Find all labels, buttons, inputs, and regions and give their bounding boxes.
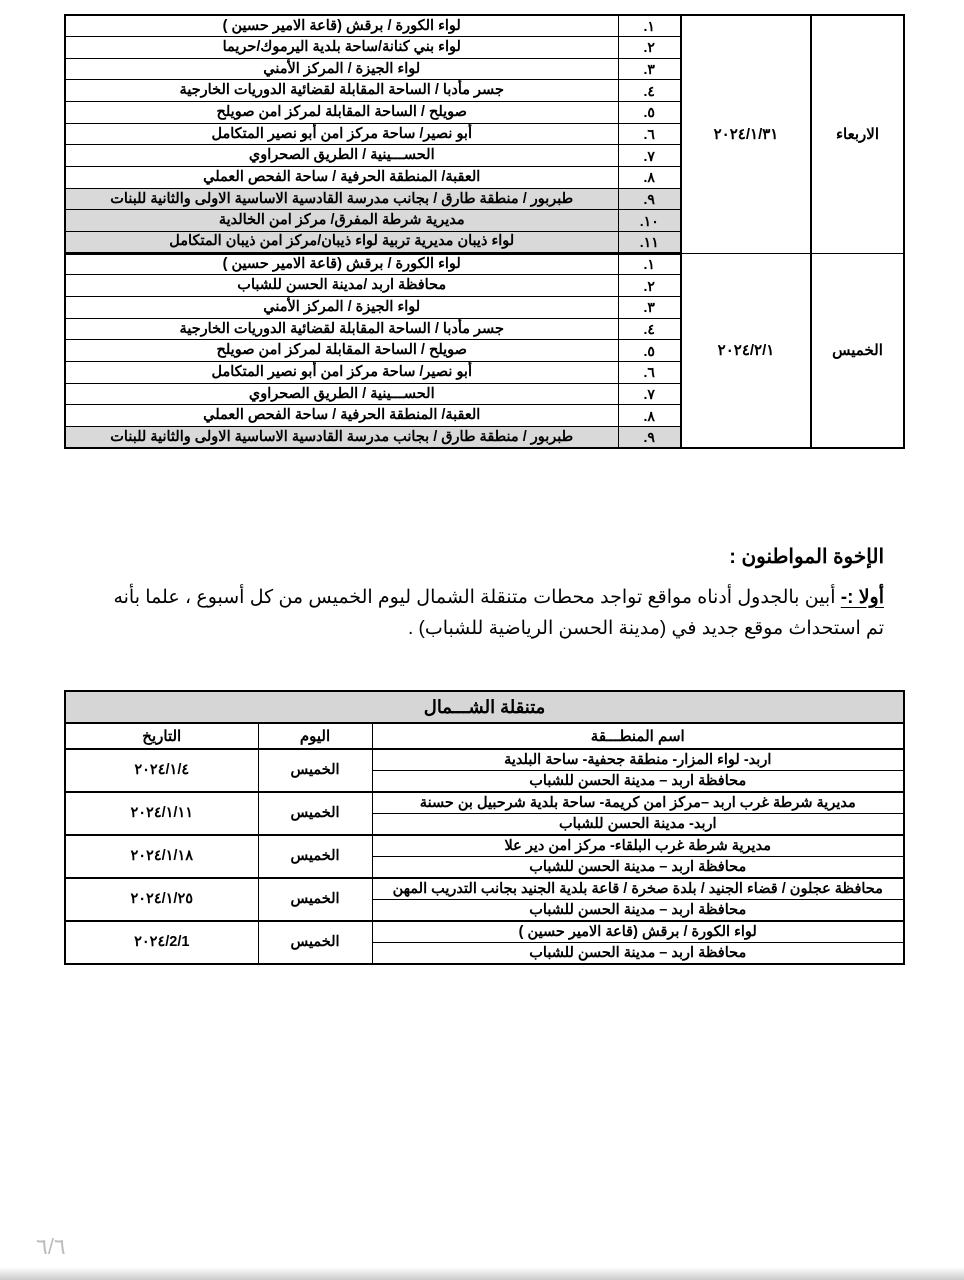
north-area: لواء الكورة / برقش (قاعة الامير حسين ) bbox=[372, 921, 904, 943]
schedule-location: العقبة/ المنطقة الحرفية / ساحة الفحص العملي bbox=[65, 405, 618, 427]
schedule-location: جسر مأدبا / الساحة المقابلة لقضائية الدوريات الخارجية bbox=[65, 318, 618, 340]
schedule-location: أبو نصير/ ساحة مركز امن أبو نصير المتكامل bbox=[65, 361, 618, 383]
schedule-location: أبو نصير/ ساحة مركز امن أبو نصير المتكامل bbox=[65, 123, 618, 145]
north-area: محافظة اربد – مدينة الحسن للشباب bbox=[372, 771, 904, 793]
north-date: ٢٠٢٤/١/١١ bbox=[65, 792, 258, 835]
schedule-location: طبربور / منطقة طارق / بجانب مدرسة القادسية الاساسية الاولى والثانية للبنات bbox=[65, 427, 618, 449]
north-day: الخميس bbox=[258, 749, 372, 792]
schedule-location: محافظة اربد /مدينة الحسن للشباب bbox=[65, 275, 618, 297]
header-day: اليوم bbox=[258, 723, 372, 749]
north-date: ٢٠٢٤/١/١٨ bbox=[65, 835, 258, 878]
schedule-location: مديرية شرطة المفرق/ مركز امن الخالدية bbox=[65, 210, 618, 232]
schedule-row-number: ٣. bbox=[618, 58, 681, 80]
north-day: الخميس bbox=[258, 835, 372, 878]
schedule-location: صويلح / الساحة المقابلة لمركز امن صويلح bbox=[65, 340, 618, 362]
weekly-schedule-table bbox=[64, 14, 905, 449]
north-area: محافظة اربد – مدينة الحسن للشباب bbox=[372, 857, 904, 879]
schedule-row-number: ٢. bbox=[618, 37, 681, 59]
north-table-title-row bbox=[65, 691, 904, 723]
schedule-row-number: ٦. bbox=[618, 361, 681, 383]
schedule-date: ٢٠٢٤/١/٣١ bbox=[681, 15, 811, 253]
page-number: ٦/٦ bbox=[36, 1234, 66, 1259]
north-area: محافظة اربد – مدينة الحسن للشباب bbox=[372, 943, 904, 965]
north-table-header-row bbox=[65, 723, 904, 749]
notice-line-1-text: أبين بالجدول أدناه مواقع تواجد محطات متنقلة الشمال ليوم الخميس من كل أسبوع ، علما بأنه bbox=[113, 587, 841, 608]
north-row bbox=[65, 835, 904, 857]
schedule-row-number: ٣. bbox=[618, 296, 681, 318]
north-row bbox=[65, 921, 904, 943]
schedule-location: جسر مأدبا / الساحة المقابلة لقضائية الدوريات الخارجية bbox=[65, 80, 618, 102]
north-day: الخميس bbox=[258, 921, 372, 964]
schedule-row-number: ٧. bbox=[618, 145, 681, 167]
schedule-location: الحســـينية / الطريق الصحراوي bbox=[65, 383, 618, 405]
north-row bbox=[65, 749, 904, 771]
schedule-row-number: ٢. bbox=[618, 275, 681, 297]
schedule-location: لواء الكورة / برقش (قاعة الامير حسين ) bbox=[65, 253, 618, 275]
north-mobile-table bbox=[64, 690, 905, 965]
schedule-row bbox=[65, 15, 904, 37]
schedule-day: الخميس bbox=[811, 253, 904, 448]
schedule-location: لواء الجيزة / المركز الأمني bbox=[65, 58, 618, 80]
schedule-row-number: ٥. bbox=[618, 102, 681, 124]
north-area: محافظة اربد – مدينة الحسن للشباب bbox=[372, 900, 904, 922]
north-area: محافظة عجلون / قضاء الجنيد / بلدة صخرة / قاعة بلدية الجنيد بجانب التدريب المهن bbox=[372, 878, 904, 900]
north-date: ٢٠٢٤/١/٢٥ bbox=[65, 878, 258, 921]
notice-heading: الإخوة المواطنون : bbox=[729, 546, 884, 568]
north-mobile-body bbox=[65, 691, 904, 964]
north-day: الخميس bbox=[258, 878, 372, 921]
weekly-schedule-body bbox=[65, 15, 904, 448]
schedule-row-number: ٨. bbox=[618, 166, 681, 188]
schedule-row-number: ٦. bbox=[618, 123, 681, 145]
schedule-row-number: ٤. bbox=[618, 318, 681, 340]
schedule-row-number: ٧. bbox=[618, 383, 681, 405]
north-area: اربد- لواء المزار- منطقة جحفية- ساحة البلدية bbox=[372, 749, 904, 771]
schedule-row-number: ١. bbox=[618, 253, 681, 275]
schedule-row-number: ٥. bbox=[618, 340, 681, 362]
schedule-location: العقبة/ المنطقة الحرفية / ساحة الفحص العملي bbox=[65, 166, 618, 188]
schedule-row-number: ٤. bbox=[618, 80, 681, 102]
schedule-location: لواء ذيبان مديرية تربية لواء ذيبان/مركز امن ذيبان المتكامل bbox=[65, 231, 618, 253]
north-date: ٢٠٢٤/2/1 bbox=[65, 921, 258, 964]
header-area: اسم المنطـــقة bbox=[372, 723, 904, 749]
schedule-row-number: ١. bbox=[618, 15, 681, 37]
north-table-title: متنقلة الشـــمال bbox=[65, 691, 904, 723]
north-area: مديرية شرطة غرب اربد –مركز امن كريمة- ساحة بلدية شرحبيل بن حسنة bbox=[372, 792, 904, 814]
north-row bbox=[65, 792, 904, 814]
schedule-date: ٢٠٢٤/٢/١ bbox=[681, 253, 811, 448]
schedule-row-number: ٨. bbox=[618, 405, 681, 427]
header-date: التاريخ bbox=[65, 723, 258, 749]
north-day: الخميس bbox=[258, 792, 372, 835]
notice-first-label: أولا :- bbox=[840, 587, 884, 608]
notice-line-2: تم استحداث موقع جديد في (مدينة الحسن الرياضية للشباب) . bbox=[407, 618, 884, 639]
schedule-location: لواء الكورة / برقش (قاعة الامير حسين ) bbox=[65, 15, 618, 37]
north-area: اربد- مدينة الحسن للشباب bbox=[372, 814, 904, 836]
page-bottom-shadow bbox=[0, 1267, 964, 1280]
schedule-row-number: ١٠. bbox=[618, 210, 681, 232]
schedule-day: الاربعاء bbox=[811, 15, 904, 253]
schedule-location: طبربور / منطقة طارق / بجانب مدرسة القادسية الاساسية الاولى والثانية للبنات bbox=[65, 188, 618, 210]
schedule-location: لواء بني كنانة/ساحة بلدية اليرموك/حريما bbox=[65, 37, 618, 59]
north-row bbox=[65, 878, 904, 900]
schedule-location: الحســـينية / الطريق الصحراوي bbox=[65, 145, 618, 167]
schedule-row-number: ١١. bbox=[618, 231, 681, 253]
schedule-location: صويلح / الساحة المقابلة لمركز امن صويلح bbox=[65, 102, 618, 124]
schedule-row-number: ٩. bbox=[618, 427, 681, 449]
schedule-location: لواء الجيزة / المركز الأمني bbox=[65, 296, 618, 318]
schedule-row bbox=[65, 253, 904, 275]
notice-paragraph bbox=[70, 582, 884, 644]
north-area: مديرية شرطة غرب البلقاء- مركز امن دير علا bbox=[372, 835, 904, 857]
north-date: ٢٠٢٤/١/٤ bbox=[65, 749, 258, 792]
schedule-row-number: ٩. bbox=[618, 188, 681, 210]
notice-line-1 bbox=[70, 582, 884, 613]
